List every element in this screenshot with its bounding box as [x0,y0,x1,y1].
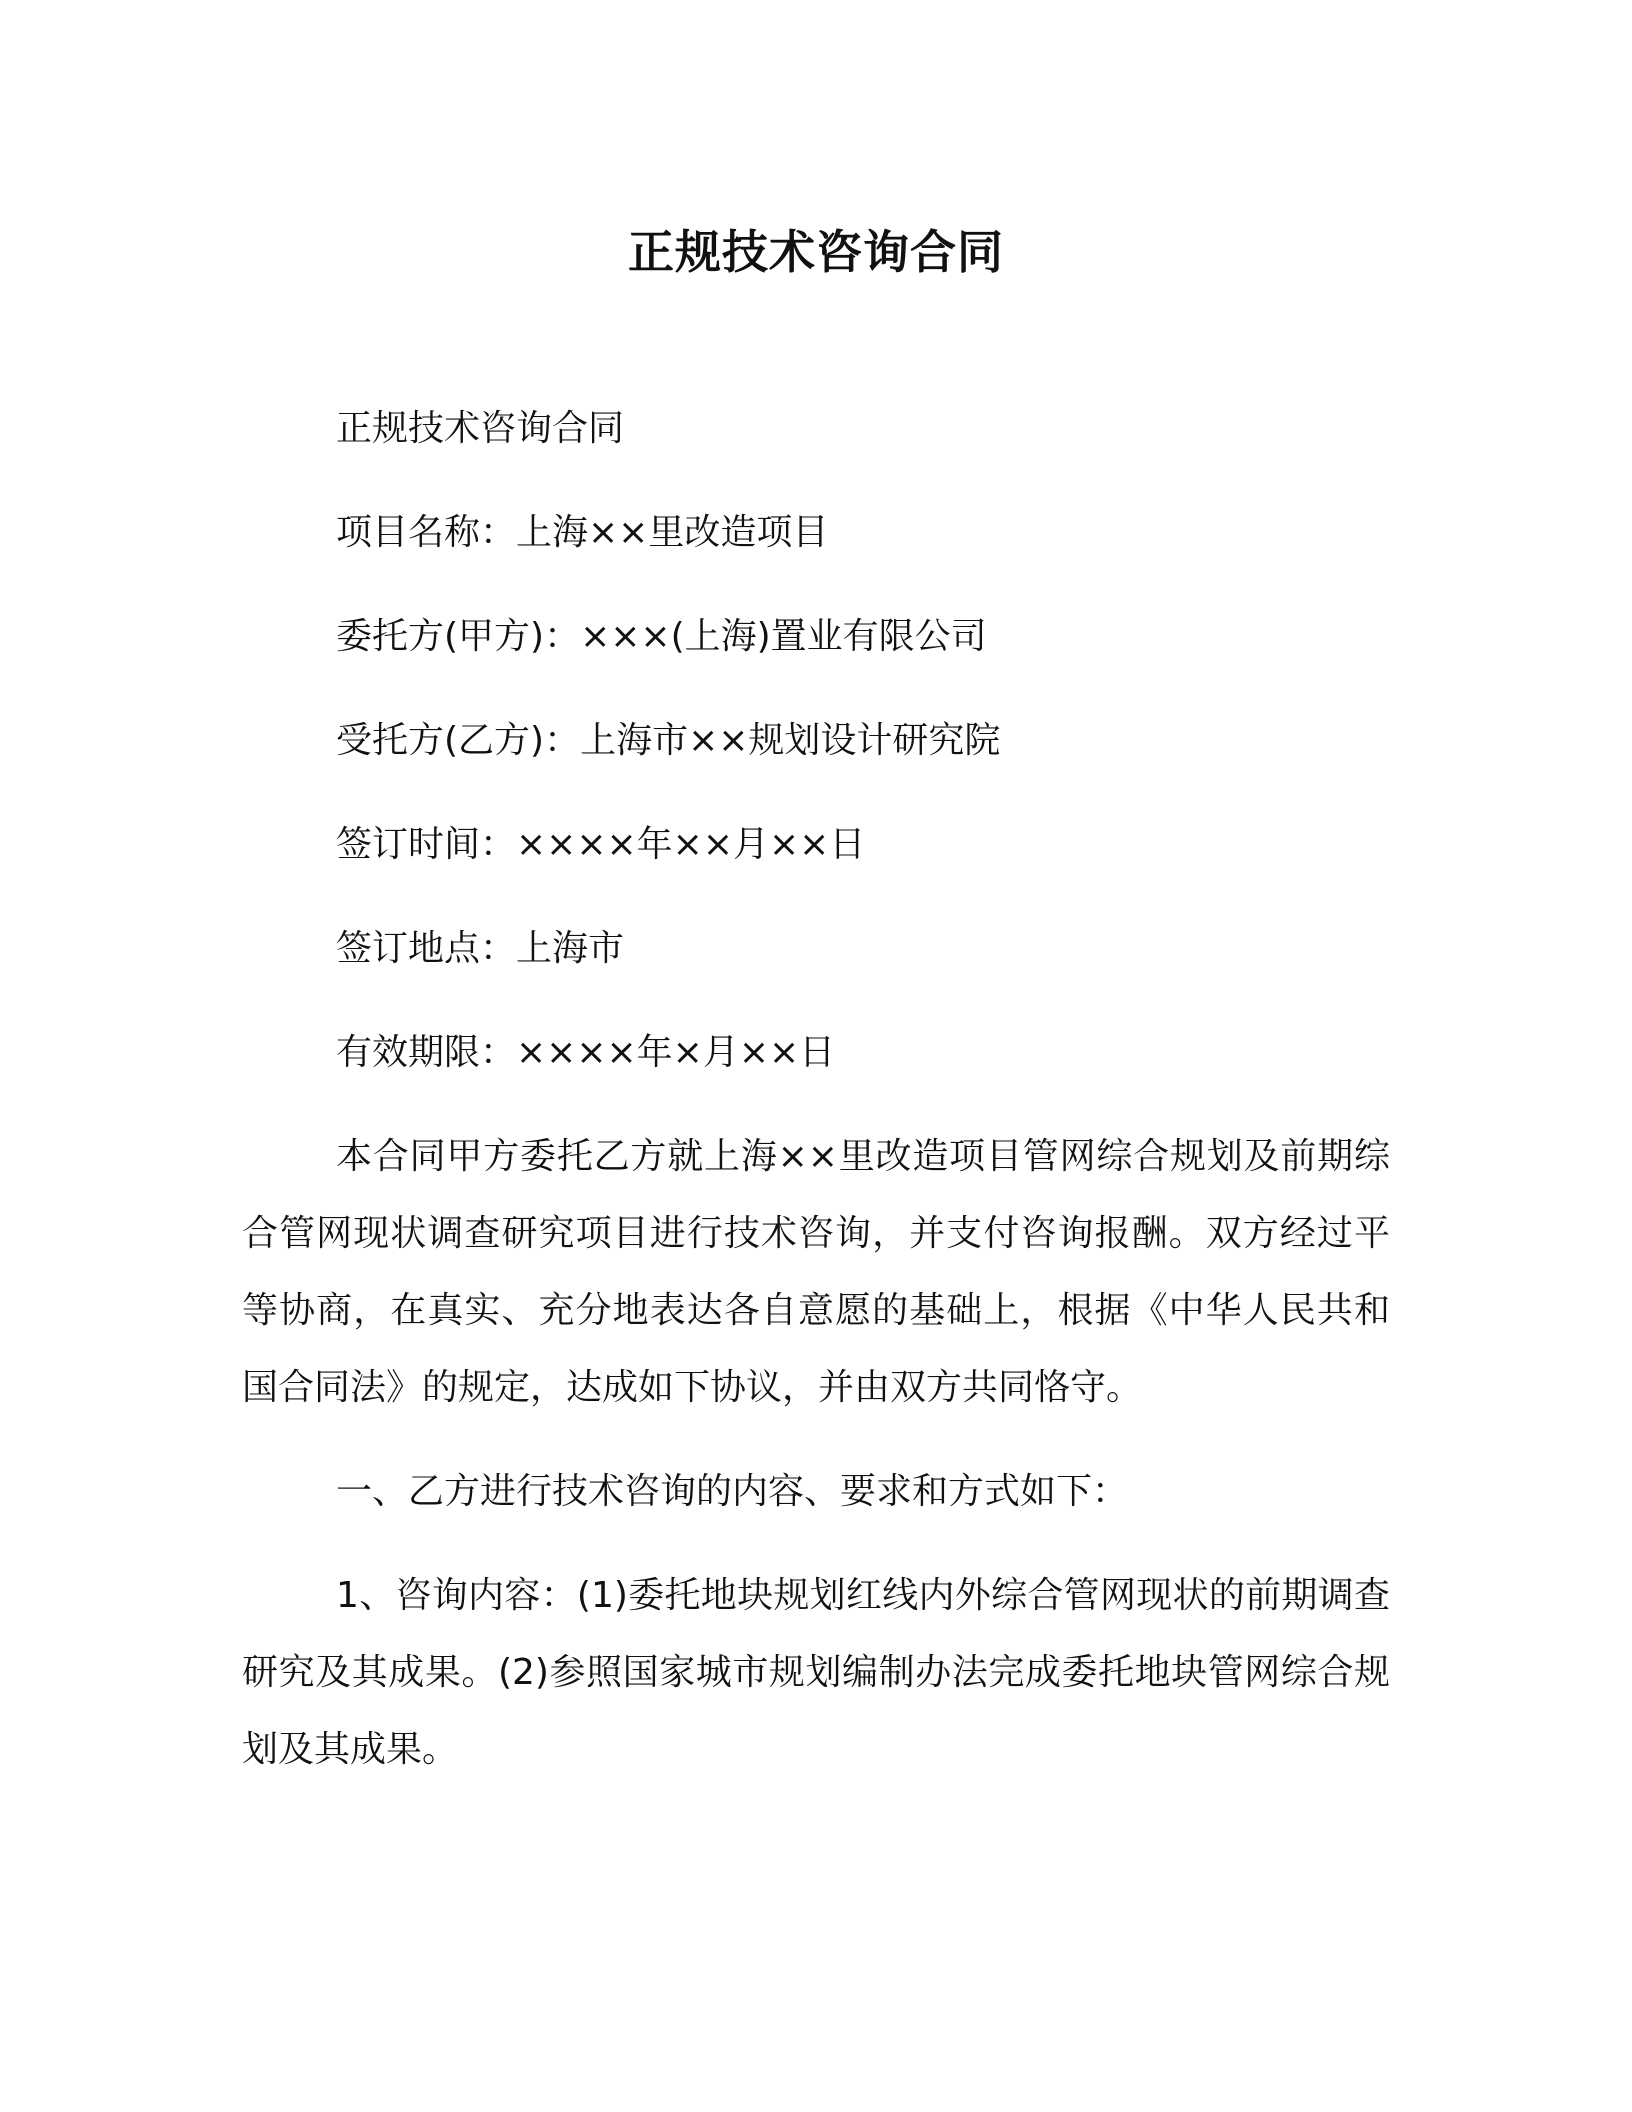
document-title: 正规技术咨询合同 [628,225,1004,279]
field-signing-date: 签订时间：××××年××月××日 [336,824,866,865]
field-validity-period: 有效期限：××××年×月××日 [336,1032,836,1073]
field-project-name: 项目名称：上海××里改造项目 [336,512,829,553]
paragraph-consulting-content: 1、咨询内容：(1)委托地块规划红线内外综合管网现状的前期调查研究及其成果。(2)参照国家城市规划编制办法完成委托地块管网综合规划及其成果。 [242,1575,1390,1770]
field-client: 委托方(甲方)：×××(上海)置业有限公司 [336,616,987,657]
document-body [242,390,1390,1815]
document-subtitle: 正规技术咨询合同 [336,408,625,449]
field-signing-place: 签订地点：上海市 [336,928,625,969]
field-contractor: 受托方(乙方)：上海市××规划设计研究院 [336,720,1001,761]
paragraph-intro: 本合同甲方委托乙方就上海××里改造项目管网综合规划及前期综合管网现状调查研究项目进行技术咨询，并支付咨询报酬。双方经过平等协商，在真实、充分地表达各自意愿的基础上，根据《中华人民共和国合同法》的规定，达成如下协议，并由双方共同恪守。 [242,1136,1390,1408]
section-heading-1: 一、乙方进行技术咨询的内容、要求和方式如下： [336,1471,1129,1512]
